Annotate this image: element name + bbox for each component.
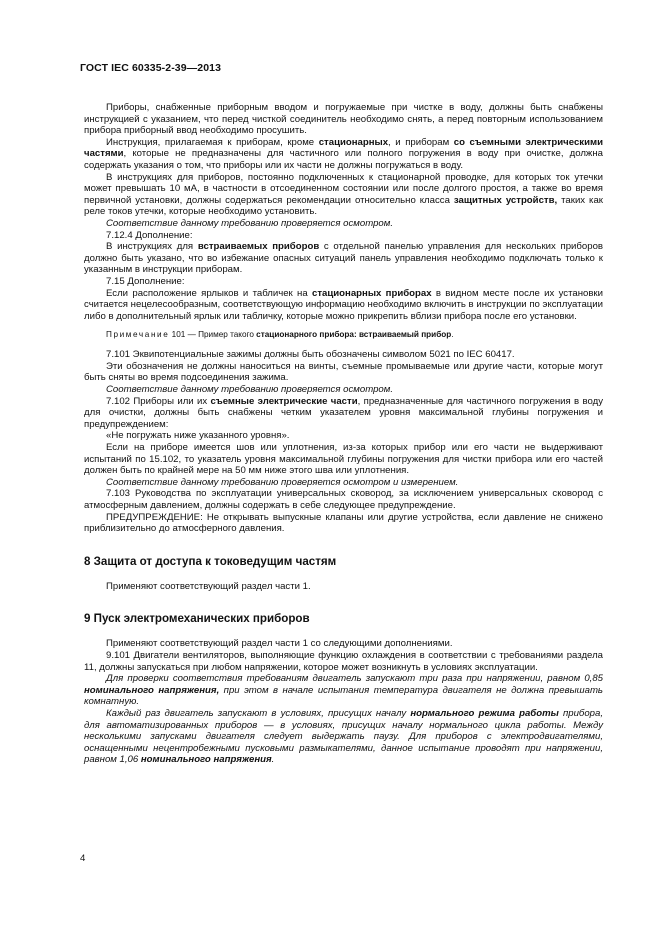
text-run: 7.15 Дополнение: (106, 275, 185, 287)
text-run: 101 — Пример такого (169, 330, 257, 340)
text-run: Если расположение ярлыков и табличек на (106, 287, 313, 299)
text-run: 7.102 Приборы или их (106, 395, 211, 407)
text-run: «Не погружать ниже указанного уровня». (106, 430, 290, 442)
bold-term: со съемными электрическими частями (84, 136, 603, 160)
paragraph (84, 172, 603, 218)
paragraph (84, 137, 603, 172)
paragraph (84, 230, 603, 242)
bold-term: нормального режима работы (410, 707, 559, 719)
document-header: ГОСТ IEC 60335-2-39—2013 (80, 62, 222, 74)
paragraph (84, 512, 603, 535)
text-run: 9 Пуск электромеханических приборов (84, 612, 310, 626)
text-run: 9.101 Двигатели вентиляторов, выполняющие функцию охлаждения в соответствии с требованиями раздела 11, должны запускаться при любом напряжении, которое может возникнуть в условиях эксплуатации. (84, 649, 603, 673)
text-run: Если на приборе имеется шов или уплотнения, из-за которых прибор или его части не выдерживают испытаний по 15.102, то указатель уровня максимальной глубины погружения для чистки прибора или его частей должен быть по крайней мере на 50 мм ниже этого шва или уплотнения. (84, 442, 603, 477)
bold-term: стационарных приборах (312, 287, 432, 299)
paragraph (84, 288, 603, 323)
text-run: Соответствие данному требованию проверяется осмотром и измерением. (106, 476, 459, 488)
text-run: Каждый раз двигатель запускают в условиях, присущих началу (106, 707, 411, 719)
text-run: с отдельной панелью управления для нескольких приборов должно быть указано, что во избежание опасных ситуаций панель управления необходимо подключать только к указанным в инструкции приборам. (84, 241, 603, 276)
text-run: прибора, для автоматизированных приборов — в условиях, присущих началу нормального цикла работы. Между несколькими запусками двигателя следует выдержать паузу. Для приборов с электродвигателями, оснащенными нецентробежными пусковыми размыкателями, данное испытание проводят при напряжении, равном 1,06 (84, 707, 604, 766)
bold-term: номинального напряжения (140, 754, 272, 766)
text-run: таких как реле токов утечки, которые необходимо установить. (84, 194, 603, 218)
paragraph (84, 442, 603, 477)
bold-term: номинального напряжения, (84, 684, 220, 696)
text-run: Приборы, снабженные приборным вводом и погружаемые при чистке в воду, должны быть снабжены инструкцией с указанием, что перед чисткой соединитель необходимо снять, а перед повторным использованием прибора приборный ввод необходимо просушить. (84, 102, 603, 137)
text-run: Для проверки соответствия требованиям двигатель запускают три раза при напряжении, равном 0,85 (106, 673, 603, 685)
bold-term: защитных устройств, (453, 194, 558, 206)
paragraph (84, 673, 603, 708)
text-run: Применяют соответствующий раздел части 1 со следующими дополнениями. (106, 638, 453, 650)
paragraph (84, 349, 603, 361)
text-run: 7.103 Руководства по эксплуатации универсальных сковород, за исключением универсальных сковород с атмосферным давлением, должны содержать в себе следующее предупреждение. (84, 488, 603, 511)
note (84, 329, 603, 340)
bold-term: стационарного прибора: встраиваемый прибор (256, 330, 452, 340)
text-run: Эти обозначения не должны наноситься на винты, съемные промываемые или другие части, которые могут быть сняты во время подсоединения зажима. (84, 360, 603, 384)
text-run: при этом в начале испытания температура двигателя не должна превышать комнатную. (84, 684, 603, 708)
paragraph (84, 650, 603, 673)
document-body (84, 102, 603, 766)
text-run: 7.101 Эквипотенциальные зажимы должны быть обозначены символом 5021 по IEC 60417. (106, 349, 515, 361)
paragraph (84, 488, 603, 511)
text-run: в видном месте после их установки считается нецелесообразным, соответствующую информацию необходимо включить в инструкции по эксплуатации либо в дополнительный ярлык или табличку, которые можно прикрепить вблизи прибора после его установки. (84, 287, 603, 322)
page-number: 4 (80, 853, 86, 864)
section-heading (84, 555, 603, 568)
paragraph (84, 708, 603, 766)
text-run: В инструкциях для (106, 241, 198, 253)
bold-term: стационарных (318, 136, 389, 148)
paragraph (84, 430, 603, 442)
text-run: Соответствие данному требованию проверяется осмотром. (106, 384, 393, 396)
paragraph (84, 218, 603, 230)
paragraph (84, 102, 603, 137)
text-run: Соответствие данному требованию проверяется осмотром. (106, 217, 393, 229)
section-heading (84, 612, 603, 625)
paragraph (84, 276, 603, 288)
paragraph (84, 477, 603, 489)
text-run: Примечание (106, 330, 170, 340)
paragraph (84, 241, 603, 276)
text-run: . (271, 754, 275, 766)
bold-term: съемные электрические части (210, 395, 358, 407)
text-run: В инструкциях для приборов, постоянно подключенных к стационарной проводке, для которых ток утечки может превышать 10 мА, в частности в отсоединенном состоянии или после долгого простоя, а также во время первичной установки, должны содержаться рекомендации относительно класса (84, 171, 603, 206)
text-run: 7.12.4 Дополнение: (106, 229, 193, 241)
bold-term: встраиваемых приборов (197, 241, 320, 253)
text-run: Инструкция, прилагаемая к приборам, кроме (106, 136, 319, 148)
text-run: , предназначенные для частичного погружения в воду для очистки, должны быть снабжены четким указателем уровня максимальной глубины погружения и предупреждением: (84, 395, 603, 430)
paragraph (84, 638, 603, 650)
paragraph (84, 581, 603, 593)
text-run: , и приборам (388, 136, 454, 148)
text-run: 8 Защита от доступа к токоведущим частям (84, 554, 337, 568)
text-run: ПРЕДУПРЕЖДЕНИЕ: Не открывать выпускные клапаны или другие устройства, если давление не снижено приблизительно до атмосферного давления. (84, 511, 603, 535)
text-run: , которые не предназначены для частичного или полного погружения в воду при очистке, должна содержать указания о том, что приборы или их части не должны погружаться в воду. (84, 148, 603, 171)
text-run: . (451, 330, 454, 340)
paragraph (84, 396, 603, 431)
paragraph (84, 384, 603, 396)
text-run: Применяют соответствующий раздел части 1. (106, 580, 311, 592)
paragraph (84, 361, 603, 384)
